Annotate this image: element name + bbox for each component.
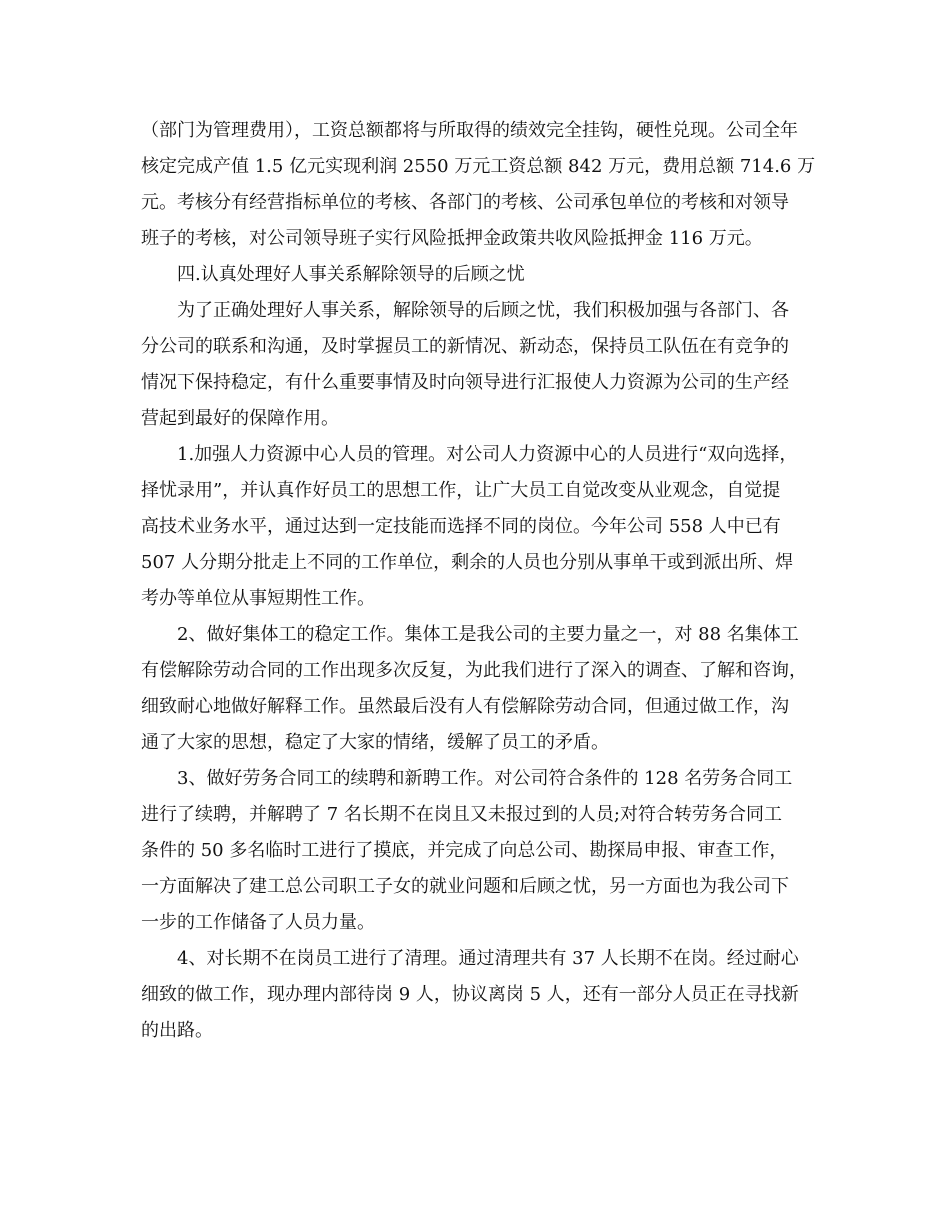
text-line: 班子的考核，对公司领导班子实行风险抵押金政策共收风险抵押金 116 万元。	[141, 228, 763, 249]
text-line: 3、做好劳务合同工的续聘和新聘工作。对公司符合条件的 128 名劳务合同工	[177, 768, 793, 789]
text-line: 情况下保持稳定，有什么重要事情及时向领导进行汇报使人力资源为公司的生产经	[141, 372, 789, 393]
text-line: 高技术业务水平，通过达到一定技能而选择不同的岗位。今年公司 558 人中已有	[141, 516, 781, 537]
text-line: 为了正确处理好人事关系，解除领导的后顾之忧，我们积极加强与各部门、各	[177, 300, 789, 321]
text-line: 元。考核分有经营指标单位的考核、各部门的考核、公司承包单位的考核和对领导	[141, 192, 789, 213]
text-line: 有偿解除劳动合同的工作出现多次反复，为此我们进行了深入的调查、了解和咨询，	[141, 660, 807, 681]
text-line: 择忧录用”，并认真作好员工的思想工作，让广大员工自觉改变从业观念，自觉提	[141, 480, 781, 501]
text-line: 通了大家的思想，稳定了大家的情绪，缓解了员工的矛盾。	[141, 732, 609, 753]
text-line: 2、做好集体工的稳定工作。集体工是我公司的主要力量之一，对 88 名集体工	[177, 624, 799, 645]
text-line: 营起到最好的保障作用。	[141, 408, 339, 429]
text-line: 一方面解决了建工总公司职工子女的就业问题和后顾之忧，另一方面也为我公司下	[141, 876, 789, 897]
text-line: 进行了续聘，并解聘了 7 名长期不在岗且又未报过到的人员;对符合转劳务合同工	[141, 804, 782, 825]
text-line: 条件的 50 多名临时工进行了摸底，并完成了向总公司、勘探局申报、审查工作，	[141, 840, 788, 861]
text-line: 核定完成产值 1.5 亿元实现利润 2550 万元工资总额 842 万元，费用总额 714.6 万	[141, 156, 816, 177]
text-line: （部门为管理费用），工资总额都将与所取得的绩效完全挂钩，硬性兑现。公司全年	[141, 120, 798, 141]
text-line: 考办等单位从事短期性工作。	[141, 588, 375, 609]
text-line: 分公司的联系和沟通，及时掌握员工的新情况、新动态，保持员工队伍在有竞争的	[141, 336, 789, 357]
text-line: 4、对长期不在岗员工进行了清理。通过清理共有 37 人长期不在岗。经过耐心	[177, 948, 799, 969]
text-line: 507 人分期分批走上不同的工作单位，剩余的人员也分别从事单干或到派出所、焊	[141, 552, 794, 573]
text-line: 的出路。	[141, 1020, 213, 1041]
text-line: 1.加强人力资源中心人员的管理。对公司人力资源中心的人员进行“双向选择，	[177, 444, 798, 465]
text-line: 细致耐心地做好解释工作。虽然最后没有人有偿解除劳动合同，但通过做工作，沟	[141, 696, 789, 717]
text-line: 一步的工作储备了人员力量。	[141, 912, 375, 933]
section-heading: 四.认真处理好人事关系解除领导的后顾之忧	[177, 264, 525, 285]
text-line: 细致的做工作，现办理内部待岗 9 人，协议离岗 5 人，还有一部分人员正在寻找新	[141, 984, 799, 1005]
